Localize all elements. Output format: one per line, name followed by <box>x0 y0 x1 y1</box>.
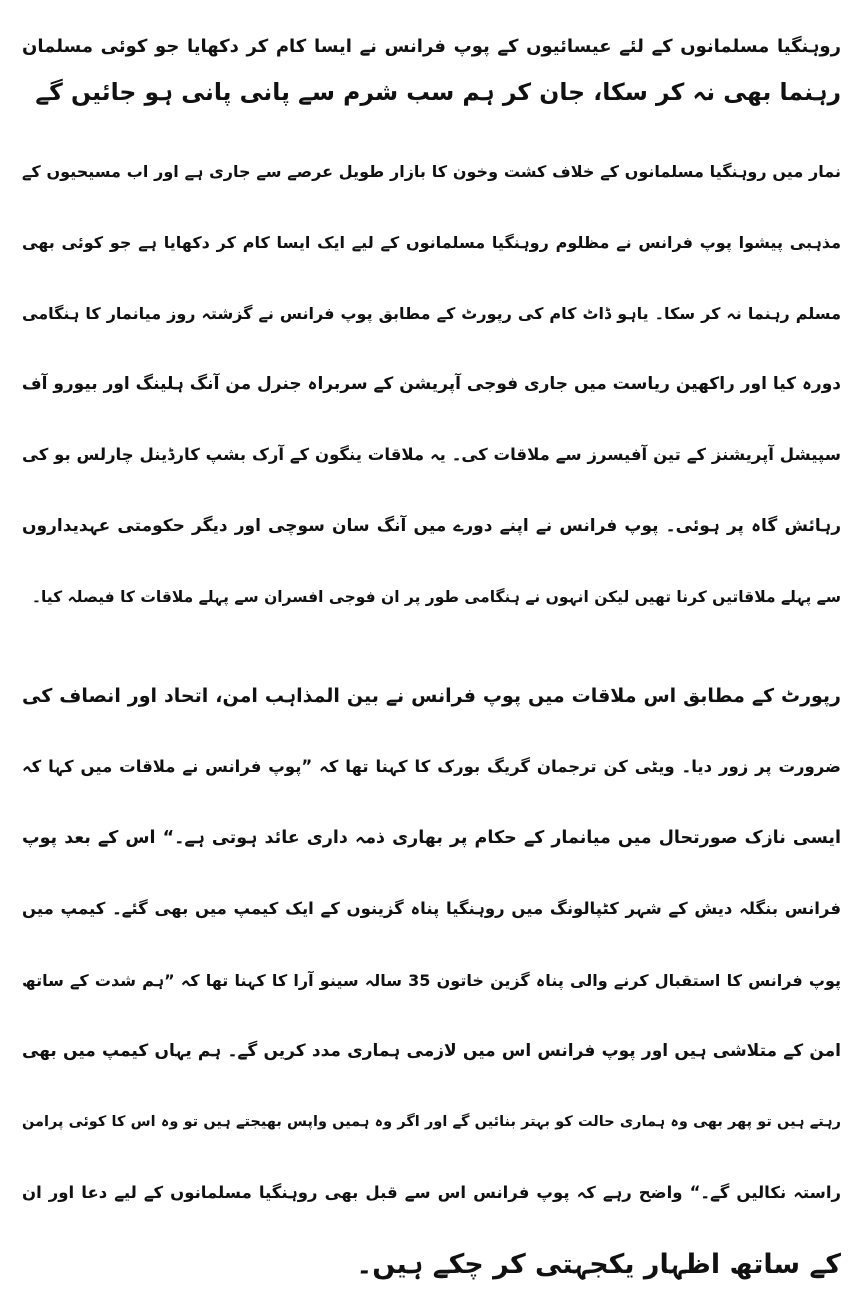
headline-line: رہنما بھی نہ کر سکا، جان کر ہم سب شرم سے پانی پانی ہو جائیں گے <box>35 78 841 107</box>
paragraph-line: نمار میں روہنگیا مسلمانوں کے خلاف کشت وخون کا بازار طویل عرصے سے جاری ہے اور اب مسیحیوں کے <box>22 161 841 181</box>
paragraph-line: رہائش گاہ پر ہوئی۔ پوپ فرانس نے اپنے دورے میں آنگ سان سوچی اور دیگر حکومتی عہدیداروں <box>22 516 841 536</box>
paragraph-line: پوپ فرانس کا استقبال کرنے والی پناہ گزین خاتون 35 سالہ سینو آرا کا کہنا تھا کہ ”ہم شدت کے ساتھ <box>22 970 841 990</box>
paragraph-line: رہتے ہیں تو پھر بھی وہ ہماری حالت کو بہتر بنائیں گے اور اگر وہ ہمیں واپس بھیجتے ہیں تو وہ اس کا کوئی پرامن <box>22 1114 841 1131</box>
paragraph-line: مسلم رہنما نہ کر سکا۔ یاہو ڈاٹ کام کی رپورٹ کے مطابق پوپ فرانس نے گزشتہ روز میانمار کا ہنگامی <box>22 303 841 323</box>
headline-line: روہنگیا مسلمانوں کے لئے عیسائیوں کے پوپ فرانس نے ایسا کام کر دکھایا جو کوئی مسلمان <box>22 36 841 57</box>
article-paragraph-2 <box>22 661 841 1300</box>
paragraph-line: سپیشل آپریشنز کے تین آفیسرز سے ملاقات کی۔ یہ ملاقات ینگون کے آرک بشپ کارڈینل چارلس بو کی <box>22 445 841 465</box>
paragraph-line: ایسی نازک صورتحال میں میانمار کے حکام پر بھاری ذمہ داری عائد ہوتی ہے۔“ اس کے بعد پوپ <box>22 827 841 848</box>
paragraph-line: سے پہلے ملاقاتیں کرنا تھیں لیکن انہوں نے ہنگامی طور پر ان فوجی افسران سے پہلے ملاقات کا فیصلہ کیا۔ <box>31 587 841 606</box>
article-paragraph-1 <box>22 136 841 633</box>
paragraph-line: امن کے متلاشی ہیں اور پوپ فرانس اس میں لازمی ہماری مدد کریں گے۔ ہم یہاں کیمپ میں بھی <box>22 1041 841 1061</box>
article-headline <box>22 24 841 116</box>
paragraph-line: دورہ کیا اور راکھین ریاست میں جاری فوجی آپریشن کے سربراہ جنرل من آنگ ہلینگ اور بیورو آف <box>22 374 841 394</box>
paragraph-line: کے ساتھ اظہار یکجہتی کر چکے ہیں۔ <box>356 1249 841 1280</box>
paragraph-line: راستہ نکالیں گے۔“ واضح رہے کہ پوپ فرانس اس سے قبل بھی روہنگیا مسلمانوں کے لیے دعا اور ان <box>22 1183 841 1203</box>
paragraph-line: رپورٹ کے مطابق اس ملاقات میں پوپ فرانس نے بین المذاہب امن، اتحاد اور انصاف کی <box>22 685 841 707</box>
paragraph-line: مذہبی پیشوا پوپ فرانس نے مظلوم روہنگیا مسلمانوں کے لیے ایک ایسا کام کر دکھایا ہے جو کوئی بھی <box>22 232 841 252</box>
paragraph-line: ضرورت پر زور دیا۔ ویٹی کن ترجمان گریگ بورک کا کہنا تھا کہ ”پوپ فرانس نے ملاقات میں کہا کہ <box>22 757 841 777</box>
paragraph-line: فرانس بنگلہ دیش کے شہر کٹپالونگ میں روہنگیا پناہ گزینوں کے ایک کیمپ میں بھی گئے۔ کیمپ میں <box>22 899 841 919</box>
